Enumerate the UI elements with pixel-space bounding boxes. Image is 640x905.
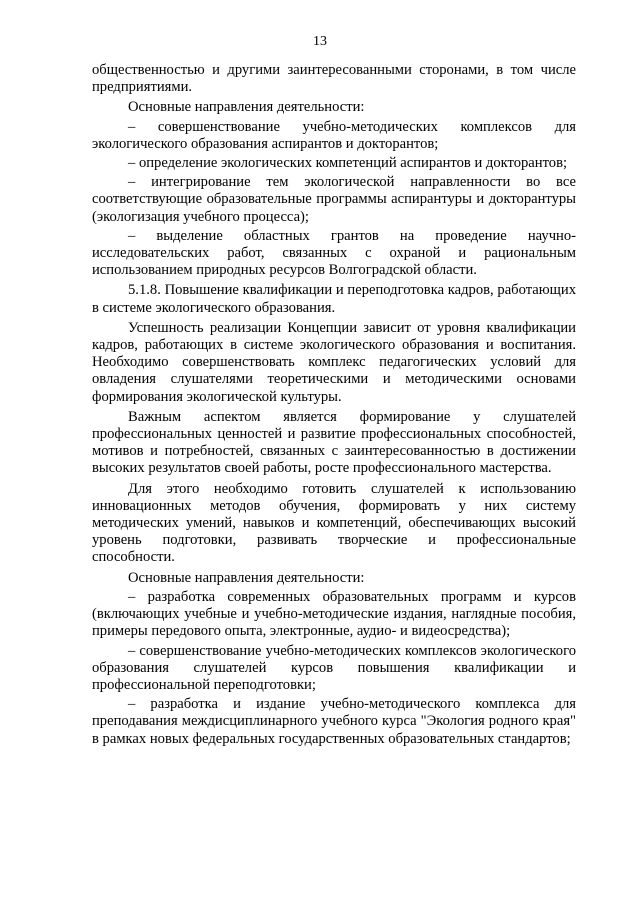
list-item: – совершенствование учебно-методических комплексов экологического образования слушателей курсов повышения квалификации и профессиональной переподготовки; [92, 642, 576, 693]
list-item: – определение экологических компетенций аспирантов и докторантов; [128, 155, 568, 172]
paragraph-continuation: общественностью и другими заинтересованными сторонами, в том числе предприятиями. [92, 62, 576, 96]
section-heading-5-1-8: 5.1.8. Повышение квалификации и переподготовка кадров, работающих в системе экологического образования. [92, 282, 576, 316]
paragraph: Важным аспектом является формирование у слушателей профессиональных ценностей и развитие профессиональных способностей, мотивов и потребностей, связанных с заинтересованностью в достижении высоких результатов своей работы, росте профессионального мастерства. [92, 408, 576, 477]
paragraph: Успешность реализации Концепции зависит от уровня квалификации кадров, работающих в системе экологического образования и воспитания. Необходимо совершенствовать комплекс педагогических условий для овладения слушателями теоретическими и методическими основами формирования экологической культуры. [92, 319, 576, 405]
list-item: – интегрирование тем экологической направленности во все соответствующие образовательные программы аспирантуры и докторантуры (экологизация учебного процесса); [92, 174, 576, 225]
document-body [92, 62, 576, 750]
list-item: – разработка современных образовательных программ и курсов (включающих учебные и учебно-методические издания, наглядные пособия, примеры передового опыта, электронные, аудио- и видеосредства); [92, 588, 576, 640]
page-number: 13 [313, 34, 327, 49]
list-item: – совершенствование учебно-методических комплексов для экологического образования аспирантов и докторантов; [92, 118, 576, 152]
list-item: – выделение областных грантов на проведение научно-исследовательских работ, связанных с охраной и рациональным использованием природных ресурсов Волгоградской области. [92, 227, 576, 279]
paragraph: Для этого необходимо готовить слушателей к использованию инновационных методов обучения, формировать у них систему методических умений, навыков и компетенций, обеспечивающих высокий уровень подготовки, развивать творческие и профессиональные способности. [92, 480, 576, 566]
section-heading-directions: Основные направления деятельности: [128, 569, 365, 586]
section-heading-directions: Основные направления деятельности: [128, 99, 365, 116]
list-item: – разработка и издание учебно-методического комплекса для преподавания междисциплинарного учебного курса "Экология родного края" в рамках новых федеральных государственных образовательных стандартов; [92, 696, 576, 747]
